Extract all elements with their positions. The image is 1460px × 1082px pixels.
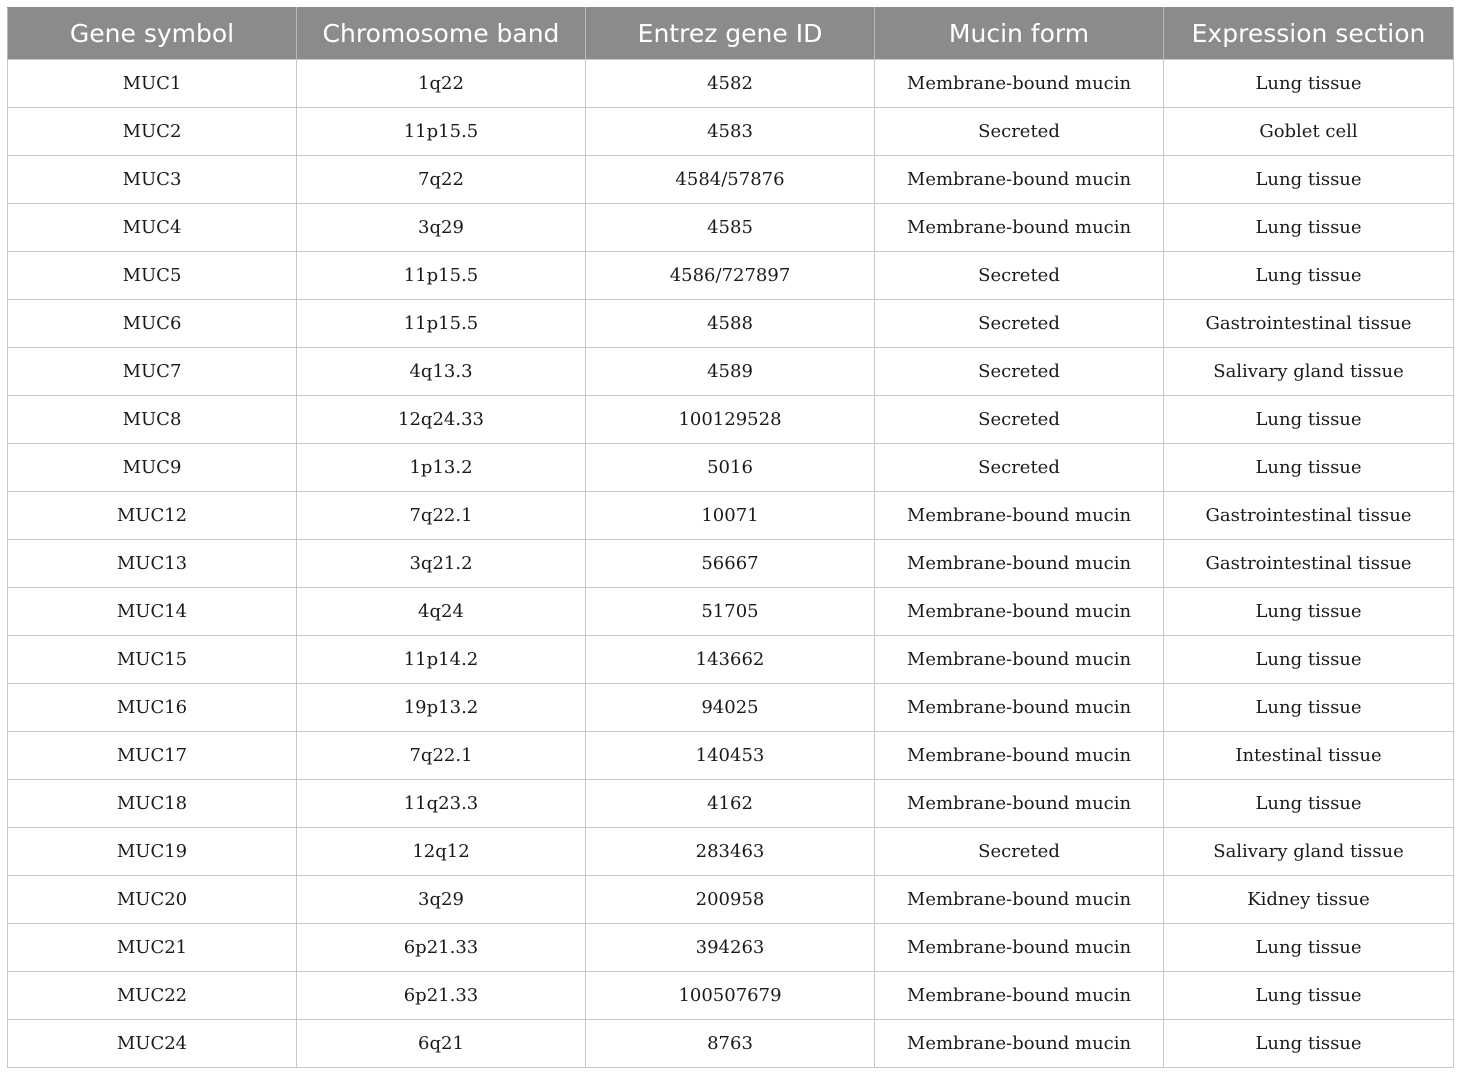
expression-section-cell: Salivary gland tissue [1164, 828, 1454, 876]
column-header-gene-symbol: Gene symbol [8, 8, 297, 60]
mucin-form-cell: Membrane-bound mucin [875, 540, 1164, 588]
gene-symbol-cell: MUC13 [8, 540, 297, 588]
gene-symbol-cell: MUC24 [8, 1020, 297, 1068]
gene-symbol-cell: MUC1 [8, 60, 297, 108]
chromosome-band-cell: 7q22.1 [297, 732, 586, 780]
chromosome-band-cell: 12q12 [297, 828, 586, 876]
table-row [8, 156, 1454, 204]
expression-section-cell: Lung tissue [1164, 972, 1454, 1020]
table-row [8, 60, 1454, 108]
gene-symbol-cell: MUC20 [8, 876, 297, 924]
gene-symbol-cell: MUC21 [8, 924, 297, 972]
table-row [8, 108, 1454, 156]
mucin-form-cell: Membrane-bound mucin [875, 636, 1164, 684]
table-body [8, 60, 1454, 1068]
expression-section-cell: Gastrointestinal tissue [1164, 540, 1454, 588]
entrez-gene-id-cell: 8763 [586, 1020, 875, 1068]
gene-symbol-cell: MUC9 [8, 444, 297, 492]
entrez-gene-id-cell: 51705 [586, 588, 875, 636]
mucin-form-cell: Membrane-bound mucin [875, 972, 1164, 1020]
gene-symbol-cell: MUC14 [8, 588, 297, 636]
expression-section-cell: Salivary gland tissue [1164, 348, 1454, 396]
table-row [8, 444, 1454, 492]
chromosome-band-cell: 4q24 [297, 588, 586, 636]
expression-section-cell: Intestinal tissue [1164, 732, 1454, 780]
mucin-form-cell: Membrane-bound mucin [875, 156, 1164, 204]
gene-symbol-cell: MUC5 [8, 252, 297, 300]
chromosome-band-cell: 11p14.2 [297, 636, 586, 684]
expression-section-cell: Gastrointestinal tissue [1164, 492, 1454, 540]
entrez-gene-id-cell: 140453 [586, 732, 875, 780]
mucin-form-cell: Secreted [875, 348, 1164, 396]
expression-section-cell: Lung tissue [1164, 924, 1454, 972]
entrez-gene-id-cell: 4162 [586, 780, 875, 828]
expression-section-cell: Lung tissue [1164, 636, 1454, 684]
entrez-gene-id-cell: 10071 [586, 492, 875, 540]
gene-symbol-cell: MUC18 [8, 780, 297, 828]
mucin-form-cell: Secreted [875, 396, 1164, 444]
mucin-form-cell: Secreted [875, 252, 1164, 300]
mucin-form-cell: Membrane-bound mucin [875, 492, 1164, 540]
gene-symbol-cell: MUC16 [8, 684, 297, 732]
gene-symbol-cell: MUC15 [8, 636, 297, 684]
chromosome-band-cell: 3q29 [297, 876, 586, 924]
entrez-gene-id-cell: 94025 [586, 684, 875, 732]
chromosome-band-cell: 19p13.2 [297, 684, 586, 732]
entrez-gene-id-cell: 4585 [586, 204, 875, 252]
mucin-gene-table [7, 7, 1454, 1068]
gene-symbol-cell: MUC4 [8, 204, 297, 252]
mucin-form-cell: Membrane-bound mucin [875, 60, 1164, 108]
chromosome-band-cell: 6p21.33 [297, 924, 586, 972]
table-row [8, 780, 1454, 828]
table-row [8, 540, 1454, 588]
chromosome-band-cell: 11q23.3 [297, 780, 586, 828]
column-header-mucin-form: Mucin form [875, 8, 1164, 60]
entrez-gene-id-cell: 100129528 [586, 396, 875, 444]
entrez-gene-id-cell: 100507679 [586, 972, 875, 1020]
expression-section-cell: Lung tissue [1164, 588, 1454, 636]
mucin-form-cell: Membrane-bound mucin [875, 204, 1164, 252]
expression-section-cell: Lung tissue [1164, 780, 1454, 828]
table-row [8, 684, 1454, 732]
entrez-gene-id-cell: 4586/727897 [586, 252, 875, 300]
mucin-form-cell: Membrane-bound mucin [875, 684, 1164, 732]
column-header-expression-section: Expression section [1164, 8, 1454, 60]
mucin-form-cell: Membrane-bound mucin [875, 924, 1164, 972]
table-row [8, 204, 1454, 252]
table-row [8, 732, 1454, 780]
gene-symbol-cell: MUC17 [8, 732, 297, 780]
gene-symbol-cell: MUC7 [8, 348, 297, 396]
gene-symbol-cell: MUC22 [8, 972, 297, 1020]
entrez-gene-id-cell: 394263 [586, 924, 875, 972]
gene-symbol-cell: MUC6 [8, 300, 297, 348]
header-row [8, 8, 1454, 60]
table-row [8, 396, 1454, 444]
chromosome-band-cell: 11p15.5 [297, 300, 586, 348]
chromosome-band-cell: 12q24.33 [297, 396, 586, 444]
expression-section-cell: Lung tissue [1164, 1020, 1454, 1068]
mucin-gene-table-container [7, 7, 1453, 1068]
gene-symbol-cell: MUC3 [8, 156, 297, 204]
expression-section-cell: Kidney tissue [1164, 876, 1454, 924]
expression-section-cell: Lung tissue [1164, 444, 1454, 492]
mucin-form-cell: Secreted [875, 444, 1164, 492]
mucin-form-cell: Secreted [875, 828, 1164, 876]
mucin-form-cell: Membrane-bound mucin [875, 780, 1164, 828]
entrez-gene-id-cell: 143662 [586, 636, 875, 684]
chromosome-band-cell: 11p15.5 [297, 252, 586, 300]
gene-symbol-cell: MUC8 [8, 396, 297, 444]
entrez-gene-id-cell: 283463 [586, 828, 875, 876]
expression-section-cell: Lung tissue [1164, 252, 1454, 300]
chromosome-band-cell: 1p13.2 [297, 444, 586, 492]
expression-section-cell: Gastrointestinal tissue [1164, 300, 1454, 348]
chromosome-band-cell: 4q13.3 [297, 348, 586, 396]
chromosome-band-cell: 6p21.33 [297, 972, 586, 1020]
entrez-gene-id-cell: 5016 [586, 444, 875, 492]
table-row [8, 1020, 1454, 1068]
table-row [8, 348, 1454, 396]
mucin-form-cell: Membrane-bound mucin [875, 1020, 1164, 1068]
expression-section-cell: Goblet cell [1164, 108, 1454, 156]
entrez-gene-id-cell: 4588 [586, 300, 875, 348]
table-row [8, 252, 1454, 300]
expression-section-cell: Lung tissue [1164, 204, 1454, 252]
table-row [8, 876, 1454, 924]
gene-symbol-cell: MUC12 [8, 492, 297, 540]
chromosome-band-cell: 7q22.1 [297, 492, 586, 540]
mucin-form-cell: Membrane-bound mucin [875, 588, 1164, 636]
entrez-gene-id-cell: 4583 [586, 108, 875, 156]
column-header-entrez-gene-id: Entrez gene ID [586, 8, 875, 60]
entrez-gene-id-cell: 200958 [586, 876, 875, 924]
chromosome-band-cell: 11p15.5 [297, 108, 586, 156]
mucin-form-cell: Membrane-bound mucin [875, 732, 1164, 780]
column-header-chromosome-band: Chromosome band [297, 8, 586, 60]
table-row [8, 972, 1454, 1020]
table-row [8, 492, 1454, 540]
mucin-form-cell: Secreted [875, 108, 1164, 156]
expression-section-cell: Lung tissue [1164, 396, 1454, 444]
entrez-gene-id-cell: 4582 [586, 60, 875, 108]
entrez-gene-id-cell: 56667 [586, 540, 875, 588]
chromosome-band-cell: 1q22 [297, 60, 586, 108]
chromosome-band-cell: 3q29 [297, 204, 586, 252]
expression-section-cell: Lung tissue [1164, 156, 1454, 204]
entrez-gene-id-cell: 4584/57876 [586, 156, 875, 204]
expression-section-cell: Lung tissue [1164, 684, 1454, 732]
chromosome-band-cell: 6q21 [297, 1020, 586, 1068]
table-row [8, 828, 1454, 876]
expression-section-cell: Lung tissue [1164, 60, 1454, 108]
table-row [8, 300, 1454, 348]
mucin-form-cell: Secreted [875, 300, 1164, 348]
table-row [8, 924, 1454, 972]
gene-symbol-cell: MUC19 [8, 828, 297, 876]
table-row [8, 636, 1454, 684]
chromosome-band-cell: 7q22 [297, 156, 586, 204]
gene-symbol-cell: MUC2 [8, 108, 297, 156]
table-row [8, 588, 1454, 636]
chromosome-band-cell: 3q21.2 [297, 540, 586, 588]
mucin-form-cell: Membrane-bound mucin [875, 876, 1164, 924]
entrez-gene-id-cell: 4589 [586, 348, 875, 396]
table-header [8, 8, 1454, 60]
